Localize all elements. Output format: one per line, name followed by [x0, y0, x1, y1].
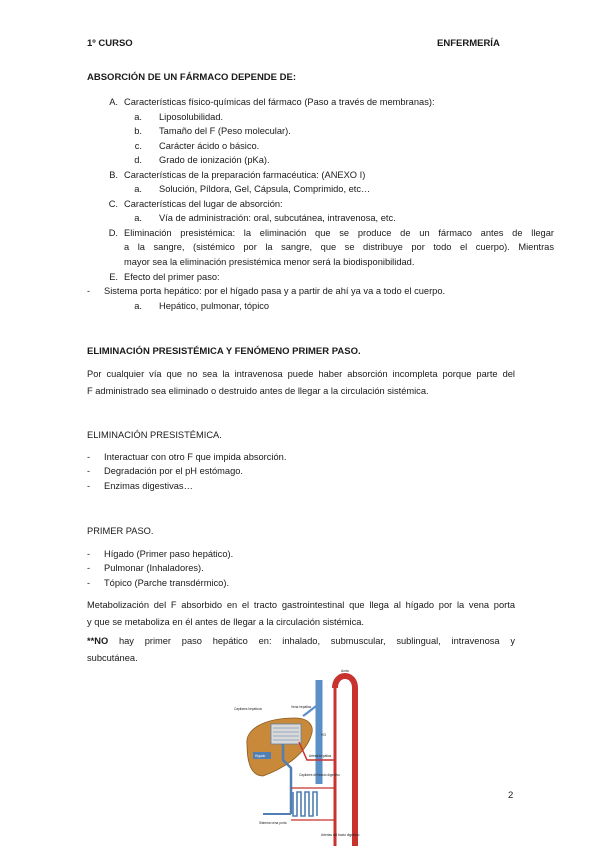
dash-item: Tópico (Parche transdérmico). [104, 578, 230, 588]
label-capilares-hepaticos: Capilares hepáticos [234, 707, 262, 711]
dash-item: Enzimas digestivas… [104, 481, 193, 491]
paragraph-line: Por cualquier vía que no sea la intravenosa puede haber absorción incompleta porque parte del [87, 369, 515, 379]
list-marker: A. [109, 97, 118, 107]
section-title-absorcion: ABSORCIÓN DE UN FÁRMACO DEPENDE DE: [87, 72, 297, 83]
dash-marker: - [87, 549, 91, 559]
section-title-eliminacion-presistemica: ELIMINACIÓN PRESISTÉMICA. [87, 430, 222, 440]
sublist-item: Carácter ácido o básico. [159, 141, 260, 151]
label-capilares-tracto: Capilares del tracto digestivo [299, 773, 340, 777]
sublist-marker: a. [134, 112, 142, 122]
sublist-marker: a. [134, 301, 142, 311]
paragraph-line: Metabolización del F absorbido en el tracto gastrointestinal que llega al hígado por la vena porta [87, 600, 515, 610]
dash-item: Degradación por el pH estómago. [104, 466, 244, 476]
dash-item: Interactuar con otro F que impida absorción. [104, 452, 287, 462]
dash-marker: - [87, 563, 91, 573]
paragraph [87, 366, 515, 400]
dash-item: Sistema porta hepático: por el hígado pasa y a partir de ahí ya va a todo el cuerpo. [104, 286, 446, 296]
section-title-eliminacion-primer-paso: ELIMINACIÓN PRESISTÉMICA Y FENÓMENO PRIMER PASO. [87, 346, 361, 357]
sublist-item: Solución, Píldora, Gel, Cápsula, Comprimido, etc… [159, 184, 371, 194]
sublist-item: Tamaño del F (Peso molecular). [159, 126, 291, 136]
paragraph-line: y que se metaboliza en él antes de llegar a la circulación sistémica. [87, 617, 364, 627]
note-line: hay primer paso hepático en: inhalado, submuscular, sublingual, intravenosa y [108, 636, 515, 646]
label-vena-hepatica: Vena hepática [291, 705, 312, 709]
sublist-item: Hepático, pulmonar, tópico [159, 301, 270, 311]
hepatic-capillaries [271, 724, 301, 744]
list-item: Características físico-químicas del fármaco (Paso a través de membranas): [124, 97, 435, 107]
sublist-marker: b. [134, 126, 142, 136]
dash-marker: - [87, 466, 91, 476]
dash-marker: - [87, 578, 91, 588]
sublist-marker: a. [134, 213, 142, 223]
list-marker: B. [109, 170, 118, 180]
sublist-item: Grado de ionización (pKa). [159, 155, 270, 165]
dash-marker: - [87, 481, 91, 491]
list-item-line: a la sangre, (sistémico por la sangre, que se distribuye por todo el cuerpo). Mientras [124, 242, 554, 252]
label-arterias-tracto: Arterias del tracto digestivo [321, 833, 360, 837]
digestive-capillaries [293, 792, 317, 816]
header-subject: ENFERMERÍA [437, 38, 500, 49]
note-line: subcutánea. [87, 653, 138, 663]
sublist-marker: a. [134, 184, 142, 194]
label-sistema-porta: Sistema vena porta [259, 821, 287, 825]
dash-item: Hígado (Primer paso hepático). [104, 549, 234, 559]
label-arteria-hepatica: Arteria hepática [309, 754, 332, 758]
aorta-arch [335, 676, 355, 846]
note-paragraph [87, 633, 515, 667]
note-emphasis: **NO [87, 636, 109, 646]
dash-item: Pulmonar (Inhaladores). [104, 563, 204, 573]
list-item-line: Eliminación presistémica: la eliminación que se produce de un fármaco antes de llegar [124, 228, 554, 238]
list-marker: E. [109, 272, 118, 282]
sublist-marker: c. [134, 141, 142, 151]
sublist-item: Vía de administración: oral, subcutánea, intravenosa, etc. [159, 213, 396, 223]
list-item: Características de la preparación farmacéutica: (ANEXO I) [124, 170, 366, 180]
paragraph-line: F administrado sea eliminado o destruido antes de llegar a la circulación sistémica. [87, 386, 429, 396]
sublist-marker: d. [134, 155, 142, 165]
list-item: Características del lugar de absorción: [124, 199, 283, 209]
label-higado: Hígado [255, 754, 266, 758]
list-item-line: mayor sea la eliminación presistémica menor será la biodisponibilidad. [124, 257, 415, 267]
sublist-item: Liposolubilidad. [159, 112, 224, 122]
section-title-primer-paso: PRIMER PASO. [87, 526, 154, 536]
dash-marker: - [87, 286, 91, 296]
header-course: 1º CURSO [87, 38, 133, 49]
list-marker: C. [108, 199, 118, 209]
label-vci: VCI [321, 733, 327, 737]
paragraph [87, 597, 515, 631]
dash-marker: - [87, 452, 91, 462]
page-number: 2 [508, 790, 514, 801]
list-marker: D. [108, 228, 118, 238]
list-item: Efecto del primer paso: [124, 272, 220, 282]
label-aorta: Aorta [341, 669, 349, 673]
portal-system-figure [233, 664, 361, 849]
